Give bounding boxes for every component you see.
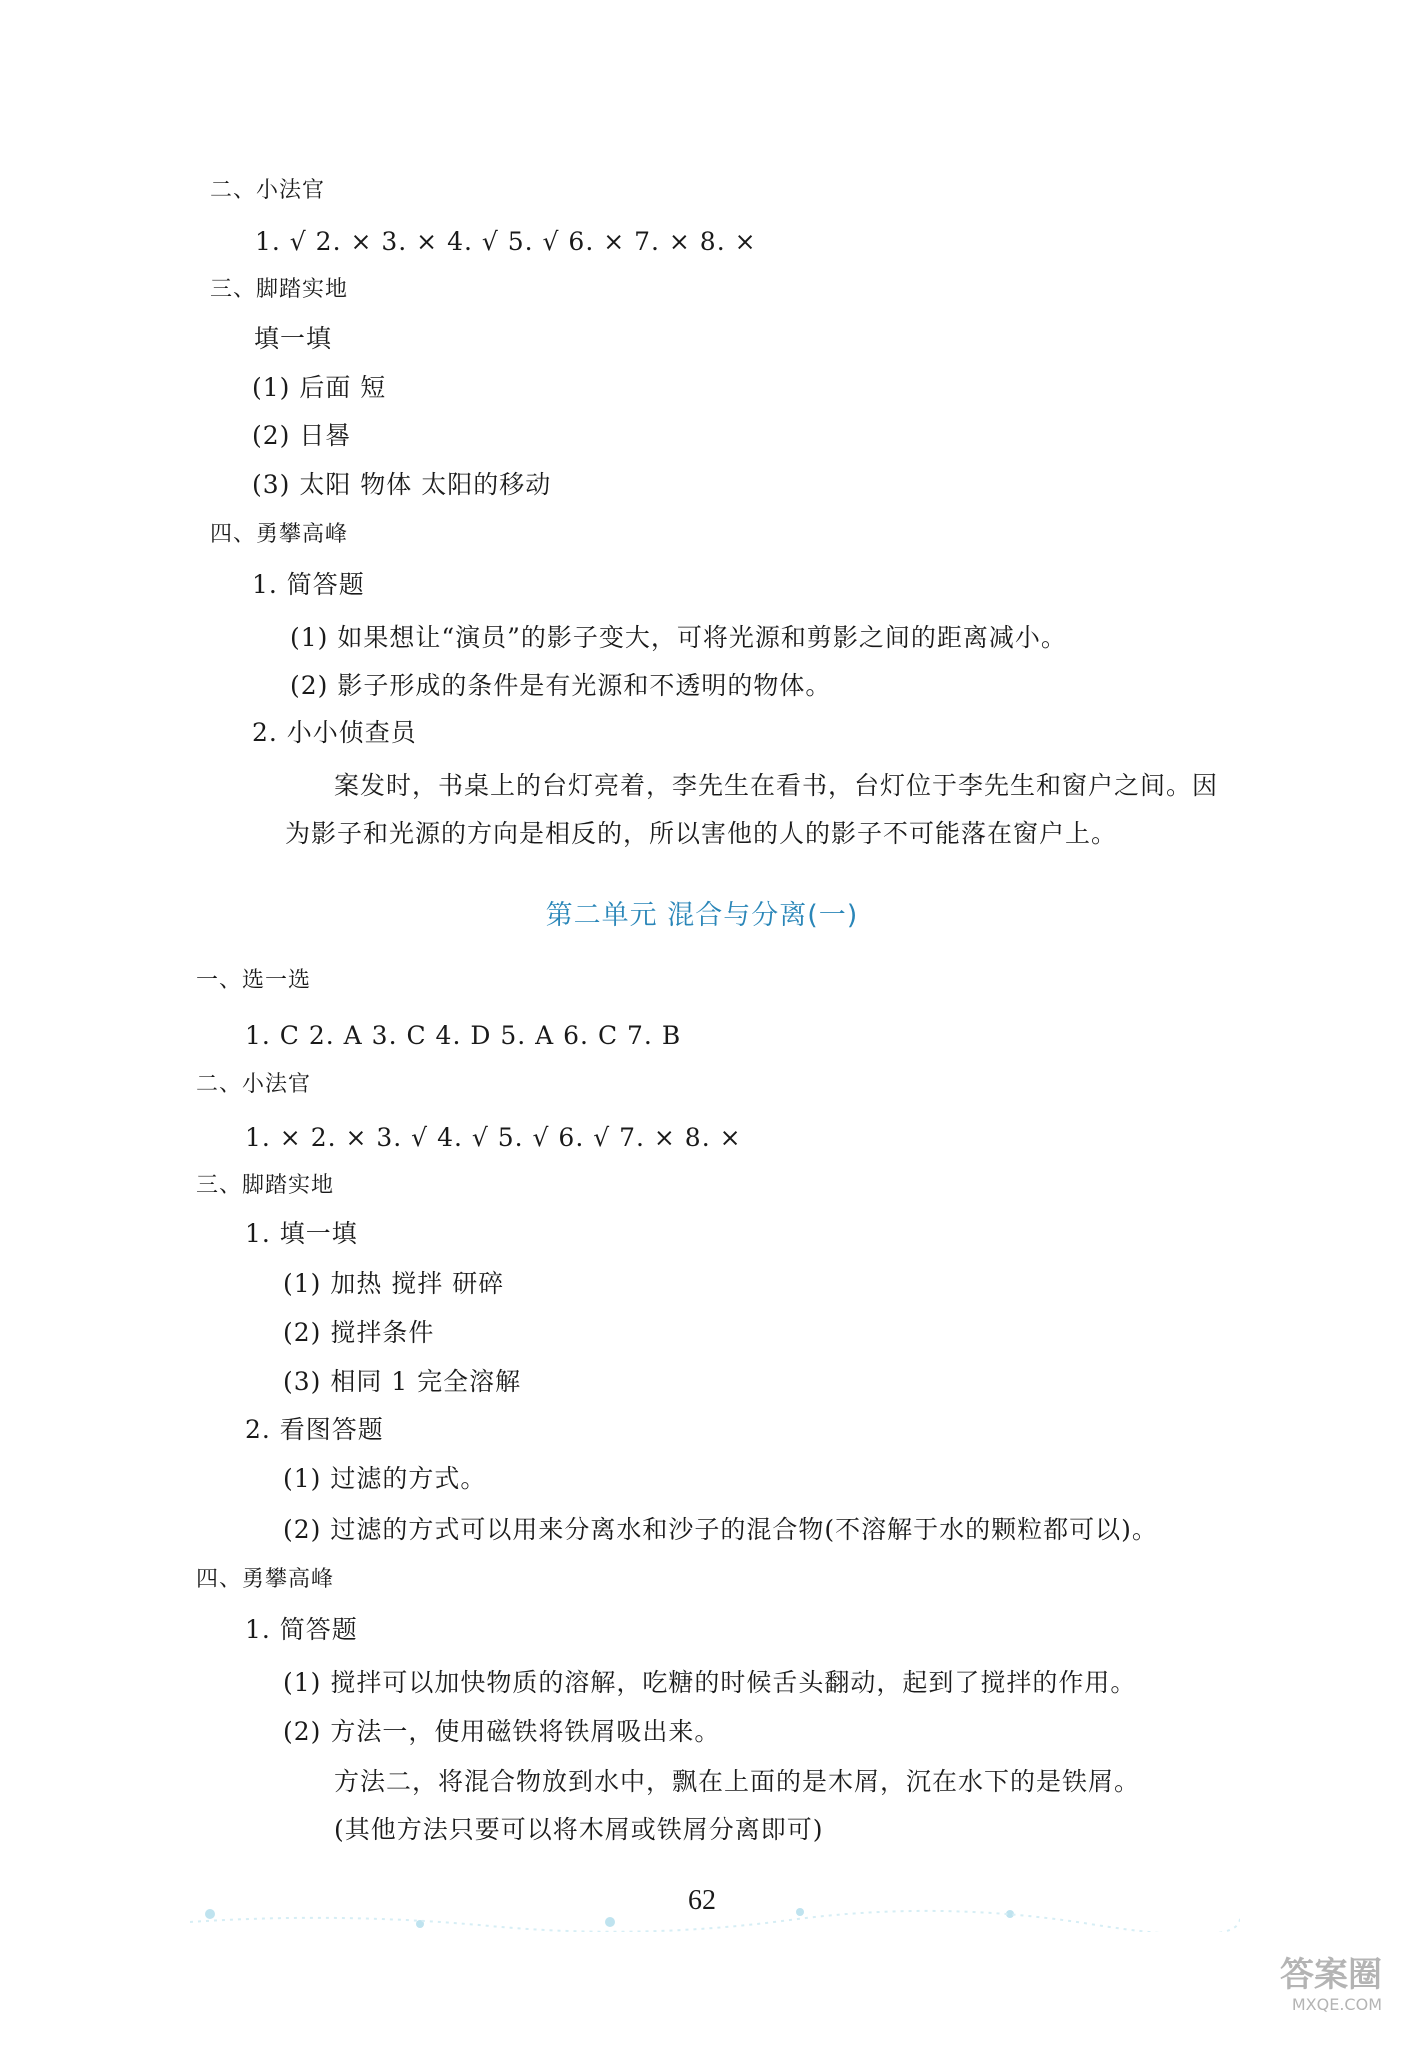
detective-paragraph-1: 案发时，书桌上的台灯亮着，李先生在看书，台灯位于李先生和窗户之间。因 [334,771,1219,800]
short-1-b: (1) 搅拌可以加快物质的溶解，吃糖的时候舌头翻动，起到了搅拌的作用。 [283,1668,1137,1697]
fill-1-a: (1) 后面 短 [252,373,387,402]
watermark-logo-text: 答案圈 [1280,1955,1382,1995]
choose-answers-b: 1. C 2. A 3. C 4. D 5. A 6. C 7. B [245,1021,682,1050]
short-2-a: (2) 影子形成的条件是有光源和不透明的物体。 [290,671,832,700]
heading-climb-b: 四、勇攀高峰 [196,1567,335,1592]
judge-answers-a: 1. √ 2. × 3. × 4. √ 5. √ 6. × 7. × 8. × [255,227,757,256]
picture-title-b: 2. 看图答题 [245,1415,384,1444]
detective-paragraph-2: 为影子和光源的方向是相反的，所以害他的人的影子不可能落在窗户上。 [285,819,1118,848]
short-1-a: (1) 如果想让“演员”的影子变大，可将光源和剪影之间的距离减小。 [290,623,1067,652]
short-2-b: (2) 方法一，使用磁铁将铁屑吸出来。 [283,1717,721,1746]
picture-2-b: (2) 过滤的方式可以用来分离水和沙子的混合物(不溶解于水的颗粒都可以)。 [283,1515,1158,1544]
short-title-b: 1. 简答题 [245,1615,358,1644]
heading-field-b: 三、脚踏实地 [196,1173,335,1198]
page-number: 62 [688,1885,716,1916]
fill-title-b: 1. 填一填 [245,1219,358,1248]
short-2b-b: 方法二，将混合物放到水中，飘在上面的是木屑，沉在水下的是铁屑。 [334,1767,1141,1796]
unit-title: 第二单元 混合与分离(一) [545,900,859,931]
heading-judge-b: 二、小法官 [196,1072,312,1097]
judge-answers-b: 1. × 2. × 3. √ 4. √ 5. √ 6. √ 7. × 8. × [245,1123,742,1152]
fill-1-b: (1) 加热 搅拌 研碎 [283,1269,505,1298]
fill-3-b: (3) 相同 1 完全溶解 [283,1367,522,1396]
short-title-a: 1. 简答题 [252,570,365,599]
fill-2-b: (2) 搅拌条件 [283,1318,435,1347]
heading-field-a: 三、脚踏实地 [210,277,349,302]
fill-title-a: 填一填 [254,324,333,353]
fill-2-a: (2) 日晷 [252,421,352,450]
watermark-logo [1242,1955,1382,2033]
heading-judge-a: 二、小法官 [210,178,326,203]
heading-climb-a: 四、勇攀高峰 [210,522,349,547]
fill-3-a: (3) 太阳 物体 太阳的移动 [252,470,552,499]
short-2c-b: (其他方法只要可以将木屑或铁屑分离即可) [334,1815,824,1844]
picture-1-b: (1) 过滤的方式。 [283,1464,487,1493]
detective-title: 2. 小小侦查员 [252,718,417,747]
watermark-site-text: MXQE.COM [1291,1995,1382,2014]
heading-choose-b: 一、选一选 [196,968,312,993]
